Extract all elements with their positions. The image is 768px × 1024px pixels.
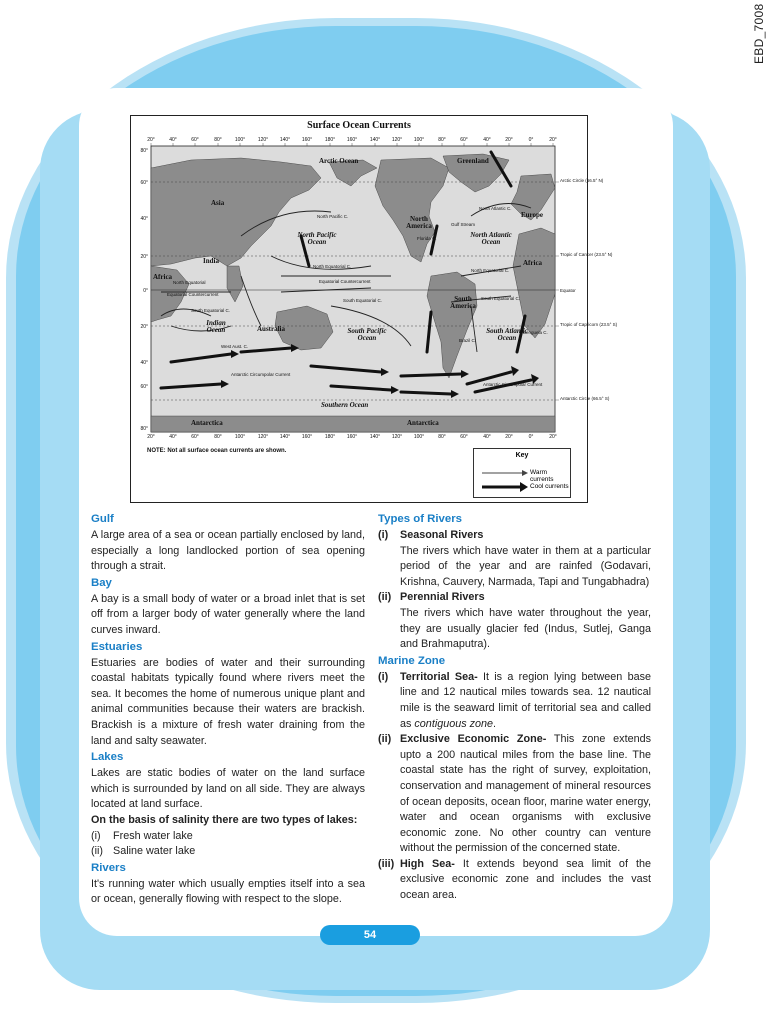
map-bottom-tick: 160°: [346, 434, 358, 440]
label-asia: Asia: [211, 199, 225, 207]
page-number-badge: 54: [320, 925, 420, 945]
map-bottom-tick: 80°: [438, 434, 446, 440]
list-num: (ii): [91, 845, 103, 858]
map-top-tick: 60°: [460, 137, 468, 143]
current-label: North Atlantic C.: [479, 206, 512, 211]
lakes-basis: On the basis of salinity there are two types of lakes:: [91, 813, 358, 826]
map-lat-tick: 60°: [140, 384, 148, 390]
map-lat-tick: 40°: [140, 216, 148, 222]
list-num: (i): [378, 529, 389, 541]
map-top-tick: 140°: [279, 137, 291, 143]
map-top-tick: 120°: [391, 137, 403, 143]
ocean-currents-map: [130, 115, 618, 503]
map-bottom-tick: 60°: [460, 434, 468, 440]
key-title: Key: [515, 452, 529, 459]
key-warm-label: Warm currents: [530, 469, 554, 483]
map-bottom-tick: 120°: [257, 434, 269, 440]
high-sea-title: High Sea-: [400, 857, 455, 870]
key-cool-label: Cool currents: [530, 483, 569, 490]
perennial-title: Perennial Rivers: [400, 591, 485, 604]
label-europe: Europe: [521, 211, 544, 219]
para-estuaries: Estuaries are bodies of water and their surrounding coastal habitats typically found where rivers meet the sea. It becomes the home of numerous unique plant and animal communities because their waters are brackish. Brackish is a mixture of fresh water draining from the land and salty seawater.: [91, 656, 365, 747]
label-greenland: Greenland: [457, 157, 489, 165]
list-item: [378, 857, 651, 904]
label-antarctica-left: Antarctica: [191, 419, 223, 427]
map-right-label: Antarctic Circle (66.5° S): [560, 396, 610, 401]
right-column: [378, 511, 651, 904]
map-bottom-tick: 180°: [324, 434, 336, 440]
list-num: (iii): [378, 857, 395, 870]
list-item: [378, 670, 651, 732]
label-south-atlantic-ocean: South Atlantic Ocean: [486, 327, 528, 342]
map-lat-tick: 80°: [140, 426, 148, 432]
heading-rivers: Rivers: [91, 861, 126, 874]
label-indian-ocean: Indian Ocean: [206, 319, 226, 334]
current-label: Brazil C.: [459, 338, 477, 343]
seasonal-text: The rivers which have water in them at a particular period of the year and are rainfed (Godavari, Krishna, Cauvery, Narmada, Tapi and Tungabhadra): [400, 544, 651, 588]
label-south-america: South America: [450, 295, 476, 310]
current-label: North Equatorial C.: [313, 264, 352, 269]
map-top-tick: 100°: [234, 137, 246, 143]
map-bottom-tick: 20°: [505, 434, 513, 440]
perennial-text: The rivers which have water throughout the year, they are usually glacier fed (Indus, Sutlej, Ganga and Brahmaputra).: [400, 606, 651, 651]
list-item: [91, 844, 365, 860]
map-bottom-tick: 40°: [483, 434, 491, 440]
para-rivers: It's running water which usually empties itself into a sea or ocean, generally flowing with respect to the slope.: [91, 877, 365, 906]
heading-marine-zone: Marine Zone: [378, 654, 446, 667]
current-label: South Equatorial C.: [191, 308, 231, 313]
map-right-label: Arctic Circle (66.5° N): [560, 178, 604, 183]
map-bottom-tick: 160°: [301, 434, 313, 440]
list-item: [378, 528, 651, 590]
map-bottom-tick: 20°: [147, 434, 155, 440]
map-bottom-tick: 140°: [279, 434, 291, 440]
label-south-pacific-ocean: South Pacific Ocean: [347, 327, 387, 342]
map-lat-tick: 60°: [140, 180, 148, 186]
label-australia: Australia: [257, 325, 285, 333]
map-title: Surface Ocean Currents: [307, 120, 411, 131]
territorial-sea-text: It is a region lying between base line and 12 nautical miles towards sea. 12 nautical mile is the seaward limit of territorial sea and called as: [400, 670, 651, 730]
map-top-tick: 60°: [191, 137, 199, 143]
list-item: [378, 590, 651, 652]
list-text: Saline water lake: [113, 845, 196, 858]
map-lat-tick: 0°: [143, 288, 148, 294]
current-label: Antarctic Circumpolar Current: [483, 382, 543, 387]
current-label: North Pacific C.: [317, 214, 349, 219]
map-top-tick: 100°: [413, 137, 425, 143]
map-bottom-tick: 140°: [369, 434, 381, 440]
map-lat-tick: 80°: [140, 148, 148, 154]
map-graphic: [131, 116, 618, 502]
map-top-tick: 180°: [324, 137, 336, 143]
map-lat-tick: 20°: [140, 324, 148, 330]
current-label: West Aust. C.: [221, 344, 249, 349]
territorial-sea-end: .: [493, 717, 497, 730]
current-label: North Equatorial: [173, 280, 206, 285]
map-bottom-tick: 0°: [528, 434, 534, 440]
para-lakes: Lakes are static bodies of water on the land surface which is surrounded by land on all side. They are always located at land surface.: [91, 767, 365, 811]
list-num: (i): [378, 670, 389, 683]
side-code: EBD_7008: [752, 3, 766, 64]
label-india: India: [203, 257, 219, 265]
label-north-atlantic-ocean: North Atlantic Ocean: [470, 231, 512, 246]
list-num: (i): [91, 829, 101, 842]
map-right-label: Tropic of Cancer (23.5° N): [560, 252, 613, 257]
current-label: Benguela C.: [523, 330, 548, 335]
map-top-tick: 80°: [214, 137, 222, 143]
map-key: [473, 448, 571, 498]
current-label: Gulf Stream: [451, 222, 476, 227]
list-num: (ii): [378, 591, 392, 604]
eez-text: This zone extends upto a 200 nautical miles from the base line. The coastal state has the right of survey, exploitation, conservation and management of mineral resources of ocean deposits, ocean floor, marine water energy, water and ocean organisms with exclusive economic zone. No other country can venture without the permission of the concerned state.: [400, 733, 651, 855]
seasonal-title: Seasonal Rivers: [400, 529, 484, 541]
list-item: [91, 829, 365, 845]
label-antarctica-right: Antarctica: [407, 419, 439, 427]
map-top-tick: 20°: [505, 137, 513, 143]
list-text: Fresh water lake: [113, 829, 193, 842]
map-right-label: Tropic of Capricorn (23.5° S): [560, 322, 618, 327]
map-bottom-tick: 100°: [234, 434, 246, 440]
map-top-tick: 80°: [438, 137, 446, 143]
heading-bay: Bay: [91, 576, 112, 589]
map-top-tick: 20°: [147, 137, 155, 143]
left-column: [91, 511, 365, 908]
map-right-label: Equator: [560, 288, 576, 293]
map-top-tick: 40°: [169, 137, 177, 143]
label-north-pacific-ocean: North Pacific Ocean: [297, 231, 337, 246]
current-label: Florida C.: [417, 236, 437, 241]
map-bottom-tick: 80°: [214, 434, 222, 440]
map-lat-tick: 40°: [140, 360, 148, 366]
map-top-tick: 40°: [483, 137, 491, 143]
label-africa-right: Africa: [523, 259, 543, 267]
map-top-tick: 120°: [257, 137, 269, 143]
map-note: NOTE: Not all surface ocean currents are shown.: [147, 448, 287, 454]
map-bottom-tick: 20°: [549, 434, 557, 440]
eez-title: Exclusive Economic Zone-: [400, 733, 547, 746]
contiguous-zone-term: contiguous zone: [414, 717, 494, 730]
map-top-tick: 160°: [301, 137, 313, 143]
list-item: [378, 732, 651, 857]
territorial-sea-title: Territorial Sea-: [400, 670, 478, 683]
map-bottom-tick: 60°: [191, 434, 199, 440]
map-bottom-tick: 40°: [169, 434, 177, 440]
para-gulf: A large area of a sea or ocean partially enclosed by land, especially a long landlocked portion of sea opening through a strait.: [91, 529, 365, 573]
label-north-america: North America: [406, 215, 432, 230]
heading-lakes: Lakes: [91, 751, 124, 764]
heading-gulf: Gulf: [91, 513, 114, 525]
map-bottom-tick: 100°: [413, 434, 425, 440]
label-arctic-ocean: Arctic Ocean: [319, 157, 359, 165]
current-label: Equatorial Countercurrent: [319, 279, 371, 284]
map-bottom-tick: 120°: [391, 434, 403, 440]
para-bay: A bay is a small body of water or a broad inlet that is set off from a larger body of water generally where the land curves inward.: [91, 592, 365, 636]
high-sea-text: It extends beyond sea limit of the exclusive economic zone and includes the vast ocean area.: [400, 857, 651, 902]
label-africa-left: Africa: [153, 273, 173, 281]
map-lat-tick: 20°: [140, 254, 148, 260]
heading-estuaries: Estuaries: [91, 640, 143, 653]
map-top-tick: 0°: [528, 137, 534, 143]
current-label: South Equatorial C.: [481, 296, 521, 301]
map-top-tick: 140°: [369, 137, 381, 143]
current-label: Antarctic Circumpolar Current: [231, 372, 291, 377]
map-top-tick: 20°: [549, 137, 557, 143]
label-southern-ocean: Southern Ocean: [321, 401, 369, 409]
current-label: North Equatorial C.: [471, 268, 510, 273]
current-label: Equatorial Countercurrent: [167, 292, 219, 297]
heading-types-of-rivers: Types of Rivers: [378, 513, 462, 525]
map-top-tick: 160°: [346, 137, 358, 143]
list-num: (ii): [378, 733, 392, 746]
current-label: South Equatorial C.: [343, 298, 383, 303]
